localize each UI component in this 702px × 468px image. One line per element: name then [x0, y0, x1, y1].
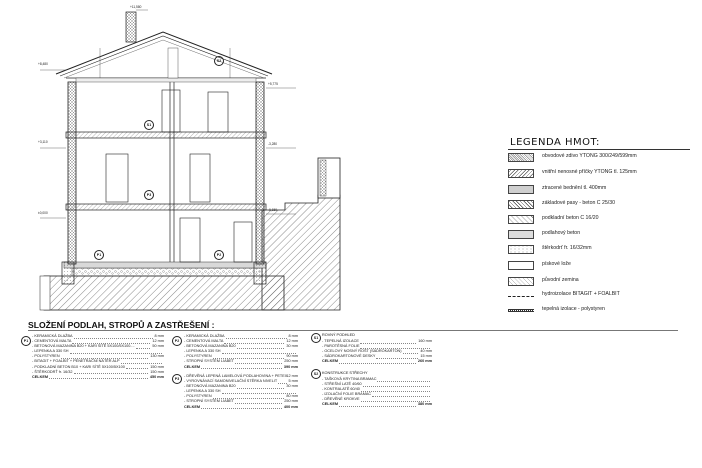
legend-item — [508, 244, 698, 258]
legend-label: podlahový beton — [542, 230, 581, 236]
legend-swatch — [508, 296, 534, 297]
legend-item — [508, 184, 698, 198]
mark-s2: S2 — [214, 56, 224, 66]
layer-name: - ŠTĚRKODRŤ fr. 16/32 — [32, 369, 73, 374]
legend-label: původní zemina — [542, 277, 579, 283]
layer-name: - STROPNÍ SYSTÉM LIABET — [184, 399, 235, 404]
building-walls — [68, 82, 264, 264]
layer-name: CELKEM — [184, 404, 201, 409]
layer-thickness: 12 mm — [286, 339, 298, 344]
legend-item — [508, 290, 698, 304]
layer-thickness: 250 mm — [284, 399, 298, 404]
layer-thickness: 390 mm — [283, 364, 298, 369]
layer-thickness: 400 mm — [283, 404, 298, 409]
layer-thickness: 30 mm — [286, 344, 298, 349]
level-terrain: -0,150 — [268, 208, 278, 212]
code-p3: P3 — [172, 374, 182, 384]
level-base: -3,280 — [268, 142, 278, 146]
legend-item — [508, 229, 698, 243]
layer-name: - TAŠKOVÁ KRYTINA BRAMAC — [322, 377, 377, 381]
layer-thickness: 80 mm — [286, 394, 298, 399]
level-ceiling: +5,775 — [268, 82, 278, 86]
composition-total — [32, 375, 164, 380]
mark-s1: S1 — [144, 120, 154, 130]
layer-thickness: 12 mm — [286, 374, 298, 378]
legend-item — [508, 305, 698, 319]
layer-name: - BETONOVÁ MAZANINA B20 — [184, 344, 236, 349]
layer-name: - POLYSTYREN — [184, 394, 212, 399]
legend-item — [508, 214, 698, 228]
layer-name: - PAROTĚSNÁ FOLIE — [322, 344, 360, 349]
layer-thickness: 130 mm — [150, 354, 164, 359]
legend-item — [508, 199, 698, 213]
layer-thickness: 150 mm — [150, 369, 164, 374]
s1-title: ROVNÝ PODHLED — [322, 333, 355, 337]
layer-name: - DŘEVĚNÁ LEPENÁ LAMELOVÁ PODLAHOVINA + PETEX — [184, 374, 288, 378]
layer-name: - BETONOVÁ MAZANINA B20 + KARI SÍTĚ 5X100/5X100.... — [32, 344, 135, 349]
code-p1: P1 — [21, 336, 31, 346]
code-s2: S2 — [311, 369, 321, 379]
legend-item — [508, 168, 698, 182]
legend-swatch — [508, 277, 534, 286]
layer-name: - POLYSTYREN — [184, 354, 212, 359]
layer-name: - LEPENKA A 330 SH — [184, 389, 221, 394]
layer-thickness: 30 mm — [286, 384, 298, 389]
roof — [56, 12, 272, 78]
composition-p1 — [32, 334, 164, 380]
legend-label: vnitřní nenosné příčky YTONG tl. 125mm — [542, 169, 637, 175]
layer-name: - STROPNÍ SYSTÉM LIABET — [184, 359, 235, 364]
section-title: SLOŽENÍ PODLAH, STROPŮ A ZASTŘEŠENÍ : — [28, 320, 215, 330]
code-p2: P2 — [172, 336, 182, 346]
legend-item — [508, 276, 698, 290]
legend-label: štěrkodrť fr. 16/32mm — [542, 245, 592, 251]
legend-swatch — [508, 261, 534, 270]
composition-total — [322, 402, 432, 407]
composition-total — [184, 365, 298, 370]
layer-thickness: 160 mm — [418, 339, 432, 343]
mark-p3: P3 — [144, 190, 154, 200]
layer-thickness: 15 mm — [420, 354, 432, 359]
layer-name: - TEPELNÁ IZOLACE — [322, 339, 359, 343]
legend-item — [508, 260, 698, 274]
legend-swatch — [508, 309, 534, 312]
leader-dots — [49, 378, 148, 379]
composition-s1 — [322, 339, 432, 364]
legend-swatch — [508, 185, 534, 194]
level-floor2: +3,110 — [38, 140, 48, 144]
section-rule — [28, 330, 678, 331]
level-ridge: +11,580 — [130, 5, 142, 9]
s2-title: KONSTRUKCE STŘECHY — [322, 371, 368, 375]
layer-name: - LEPENKA A 330 SH — [184, 349, 221, 354]
layer-name: - CEMENTOVÁ MALTA — [184, 339, 224, 344]
layer-name: - DŘEVĚNÉ KROKVE — [322, 397, 360, 402]
leader-dots — [201, 368, 282, 369]
layer-thickness: 8 mm — [154, 334, 164, 338]
layer-name: - STŘEŠNÍ LATĚ 40/60 — [322, 382, 362, 387]
legend-swatch — [508, 153, 534, 162]
composition-s2 — [322, 377, 432, 408]
layer-name: CELKEM — [322, 402, 339, 407]
code-s1: S1 — [311, 333, 321, 343]
layer-name: - CEMENTOVÁ MALTA — [32, 339, 72, 344]
legend-label: ztracené bednění tl. 400mm — [542, 185, 607, 191]
layer-name: - IZOLAČNÍ FOLIE BRAMAC — [322, 392, 372, 397]
floor-slabs — [66, 78, 266, 210]
layer-name: - LEPENKA A 330 SH — [32, 349, 69, 354]
layer-thickness: 150 mm — [150, 364, 164, 369]
mark-p1: P1 — [94, 250, 104, 260]
composition-p2 — [184, 334, 298, 370]
layer-thickness: 40 mm — [420, 349, 432, 354]
layer-name: - BETONOVÁ MAZANINA B20 — [184, 384, 236, 389]
layer-name: CELKEM — [32, 374, 49, 379]
layer-name: - PODKLADNÍ BETON B10 + KARI SÍTĚ 5X100/5X100 — [32, 364, 125, 369]
legend-label: podkladní beton C 16/20 — [542, 215, 599, 221]
level-floor1: ±0,000 — [38, 211, 48, 215]
layer-thickness: 50 mm — [152, 344, 164, 349]
layer-thickness: 380 mm — [417, 402, 432, 407]
legend-label: pískové lože — [542, 261, 571, 267]
doors — [106, 90, 252, 262]
legend-swatch — [508, 169, 534, 178]
legend-title: LEGENDA HMOT: — [510, 137, 600, 148]
layer-thickness: 90 mm — [286, 354, 298, 359]
legend-underline — [508, 149, 690, 150]
layer-thickness: 450 mm — [149, 374, 164, 379]
layer-thickness: 260 mm — [417, 359, 432, 364]
leader-dots — [201, 408, 282, 409]
layer-name: - SÁDROKARTONOVÉ DESKY — [322, 354, 376, 359]
layer-name: CELKEM — [322, 359, 339, 364]
legend-label: obvodové zdivo YTONG 300/249/599mm — [542, 153, 637, 159]
leader-dots — [339, 363, 416, 364]
layer-name: - OCELOVÝ NOSNÝ ROŠT (SÁDROKARTON) — [322, 349, 402, 354]
layer-name: - POLYSTYREN — [32, 354, 60, 359]
layer-thickness: 250 mm — [284, 359, 298, 364]
legend-swatch — [508, 245, 534, 254]
layer-name: - KONTRALATĚ 60/40 — [322, 387, 360, 392]
layer-name: - KERAMICKÁ DLAŽBA — [184, 334, 225, 338]
layer-thickness: 8 mm — [288, 334, 298, 338]
composition-p3 — [184, 374, 298, 410]
legend-swatch — [508, 200, 534, 209]
composition-total — [322, 359, 432, 364]
leader-dots — [339, 406, 416, 407]
legend-item — [508, 152, 698, 166]
layer-name: CELKEM — [184, 364, 201, 369]
layer-name: - KERAMICKÁ DLAŽBA — [32, 334, 73, 338]
legend-swatch — [508, 230, 534, 239]
level-top-left: +8,480 — [38, 62, 48, 66]
legend-label: tepelná izolace - polystyren — [542, 306, 605, 312]
layer-thickness: 12 mm — [152, 339, 164, 344]
layer-thickness: 5 mm — [288, 379, 298, 384]
mark-p2: P2 — [214, 250, 224, 260]
legend-swatch — [508, 215, 534, 224]
layer-name: - VYROVNÁVACÍ SAMONIVELAČNÍ STĚRKA NIVELIT — [184, 379, 278, 384]
legend-label: hydroizolace BITAGIT + FOALBIT — [542, 291, 620, 297]
legend-label: základové pasy - beton C 25/30 — [542, 200, 615, 206]
composition-total — [184, 405, 298, 410]
layer-name: - BITAGIT + FOALBIT + PENETRAČNÍ NÁTĚR ALP — [32, 359, 120, 364]
foundation-ground — [40, 262, 284, 310]
